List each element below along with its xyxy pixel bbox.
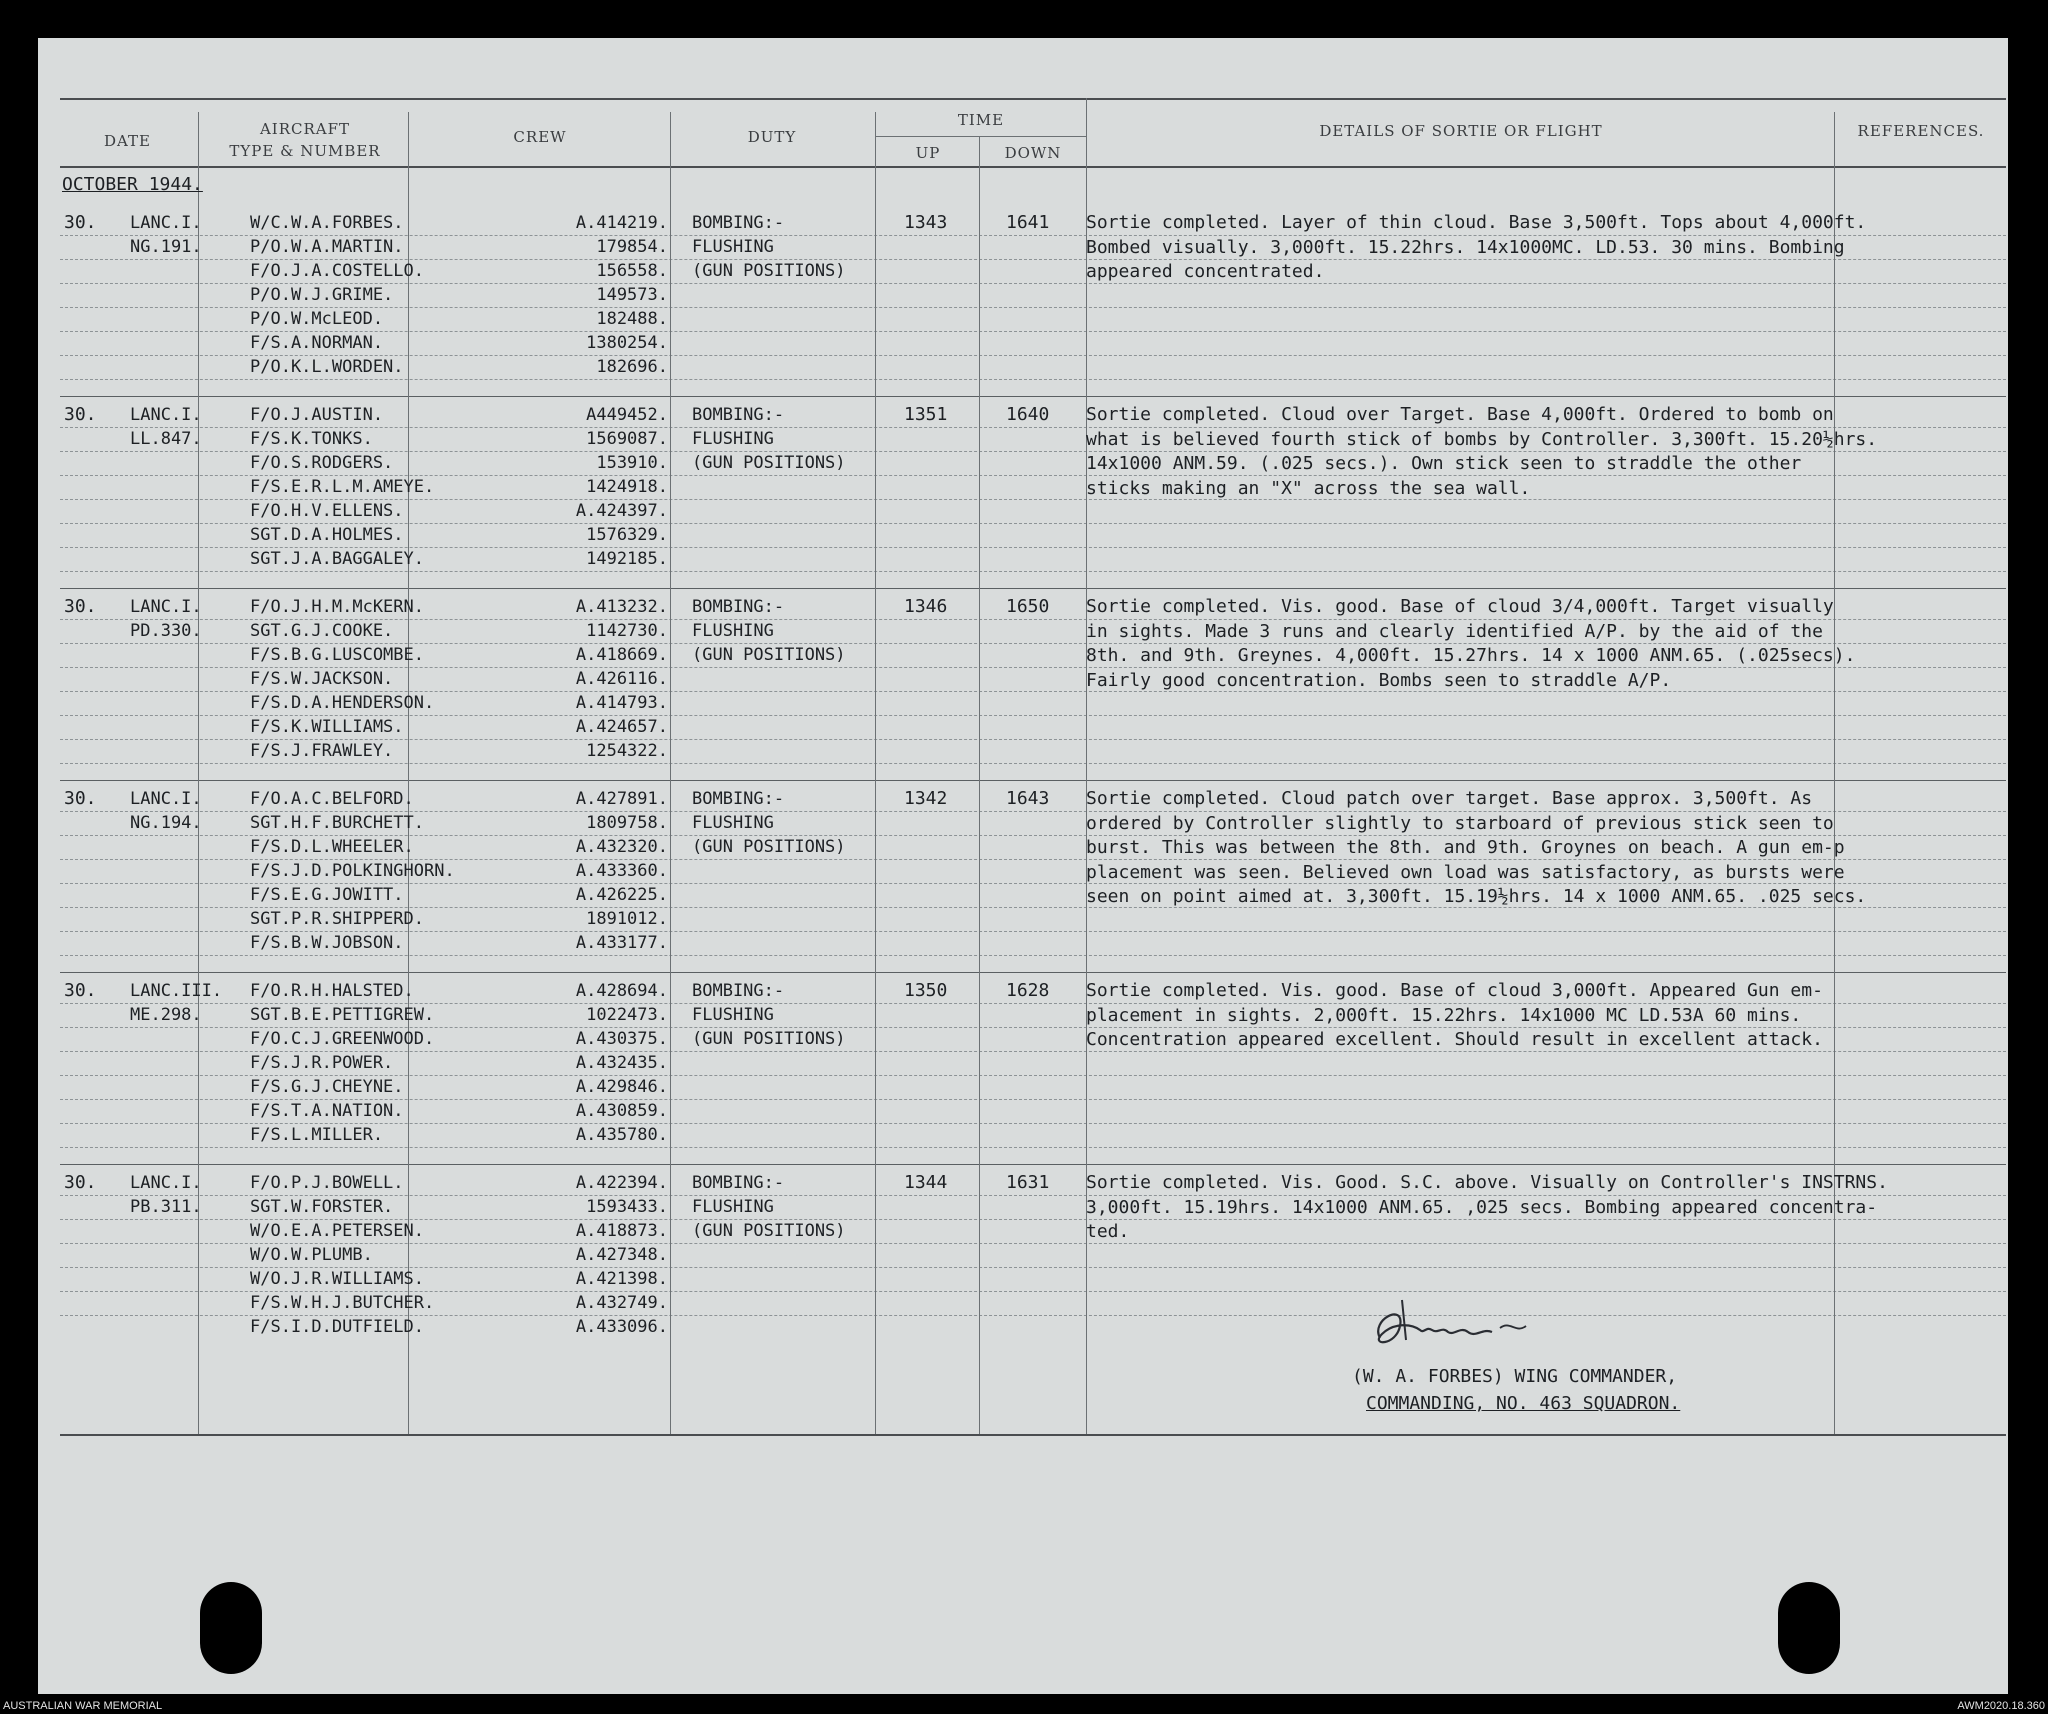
crew-service-number: A.426116.	[575, 669, 668, 689]
crew-service-number: 182488.	[596, 309, 668, 329]
details-line: Sortie completed. Cloud over Target. Base 4,000ft. Ordered to bomb on	[1086, 404, 1834, 425]
aircraft-type: LANC.I.	[130, 597, 202, 617]
details-line: Sortie completed. Vis. good. Base of cloud 3/4,000ft. Target visually	[1086, 596, 1834, 617]
crew-name: F/O.R.H.HALSTED.	[250, 981, 414, 1001]
duty-line: FLUSHING	[692, 621, 774, 641]
crew-service-number: A.429846.	[575, 1077, 668, 1097]
entry-rule	[60, 1164, 2006, 1165]
crew-service-number: A.413232.	[575, 597, 668, 617]
column-line	[198, 112, 199, 1434]
duty-line: FLUSHING	[692, 1005, 774, 1025]
crew-name: F/S.A.NORMAN.	[250, 333, 384, 353]
header-duty: DUTY	[747, 128, 797, 146]
aircraft-type: LANC.I.	[130, 1173, 202, 1193]
crew-name: F/S.G.J.CHEYNE.	[250, 1077, 404, 1097]
crew-name: P/O.W.A.MARTIN.	[250, 237, 404, 257]
crew-service-number: A.433177.	[575, 933, 668, 953]
time-up: 1344	[904, 1172, 948, 1193]
header-references: REFERENCES.	[1857, 122, 1985, 140]
header-time: TIME	[957, 111, 1005, 129]
crew-name: F/S.I.D.DUTFIELD.	[250, 1317, 424, 1337]
crew-name: SGT.B.E.PETTIGREW.	[250, 1005, 435, 1025]
crew-service-number: 182696.	[596, 357, 668, 377]
duty-line: (GUN POSITIONS)	[692, 1029, 846, 1049]
crew-service-number: 1809758.	[586, 813, 668, 833]
details-line: in sights. Made 3 runs and clearly identified A/P. by the aid of the	[1086, 620, 1823, 642]
duty-line: (GUN POSITIONS)	[692, 261, 846, 281]
crew-name: F/S.W.H.J.BUTCHER.	[250, 1293, 435, 1313]
crew-service-number: A.427348.	[575, 1245, 668, 1265]
entry-date: 30.	[64, 212, 97, 233]
crew-service-number: 1576329.	[586, 525, 668, 545]
time-down: 1628	[1006, 980, 1050, 1001]
duty-line: FLUSHING	[692, 1197, 774, 1217]
crew-service-number: 1492185.	[586, 549, 668, 569]
crew-name: P/O.K.L.WORDEN.	[250, 357, 404, 377]
crew-service-number: 153910.	[596, 453, 668, 473]
crew-service-number: A449452.	[586, 405, 668, 425]
crew-name: F/O.J.A.COSTELLO.	[250, 261, 424, 281]
row-rule	[60, 379, 2006, 380]
details-line: what is believed fourth stick of bombs by Controller. 3,300ft. 15.20½hrs.	[1086, 428, 1878, 450]
aircraft-number: NG.191.	[130, 237, 202, 257]
entry-date: 30.	[64, 1172, 97, 1193]
duty-line: FLUSHING	[692, 813, 774, 833]
punch-hole-left	[200, 1582, 262, 1674]
duty-line: (GUN POSITIONS)	[692, 837, 846, 857]
crew-name: F/S.J.R.POWER.	[250, 1053, 394, 1073]
details-line: Fairly good concentration. Bombs seen to straddle A/P.	[1086, 669, 1672, 691]
crew-service-number: 1424918.	[586, 477, 668, 497]
crew-service-number: A.424397.	[575, 501, 668, 521]
row-rule	[60, 955, 2006, 956]
top-rule	[60, 98, 2006, 100]
crew-service-number: A.422394.	[575, 1173, 668, 1193]
header-up: UP	[915, 144, 941, 162]
crew-name: W/O.J.R.WILLIAMS.	[250, 1269, 424, 1289]
duty-line: FLUSHING	[692, 429, 774, 449]
aircraft-number: PB.311.	[130, 1197, 202, 1217]
punch-hole-right	[1778, 1582, 1840, 1674]
crew-service-number: A.432749.	[575, 1293, 668, 1313]
duty-line: BOMBING:-	[692, 1173, 785, 1193]
details-line: placement in sights. 2,000ft. 15.22hrs. 14x1000 MC LD.53A 60 mins.	[1086, 1004, 1802, 1026]
crew-service-number: A.421398.	[575, 1269, 668, 1289]
aircraft-type: LANC.I.	[130, 405, 202, 425]
crew-service-number: A.414793.	[575, 693, 668, 713]
crew-name: F/O.P.J.BOWELL.	[250, 1173, 404, 1193]
duty-line: (GUN POSITIONS)	[692, 645, 846, 665]
time-up: 1346	[904, 596, 948, 617]
time-down: 1643	[1006, 788, 1050, 809]
duty-line: BOMBING:-	[692, 789, 785, 809]
crew-name: W/C.W.A.FORBES.	[250, 213, 404, 233]
details-line: seen on point aimed at. 3,300ft. 15.19½hrs. 14 x 1000 ANM.65. .025 secs.	[1086, 886, 1867, 907]
crew-service-number: A.435780.	[575, 1125, 668, 1145]
crew-name: F/S.T.A.NATION.	[250, 1101, 404, 1121]
entry-rule	[60, 780, 2006, 781]
header-aircraft: AIRCRAFT	[259, 120, 351, 138]
time-up: 1351	[904, 404, 948, 425]
signature-title-line: COMMANDING, NO. 463 SQUADRON.	[1366, 1393, 1681, 1414]
crew-name: F/O.C.J.GREENWOOD.	[250, 1029, 435, 1049]
sortie-details	[1086, 403, 2006, 501]
crew-name: SGT.D.A.HOLMES.	[250, 525, 404, 545]
details-line: Sortie completed. Vis. Good. S.C. above. Visually on Controller's INSTRNS.	[1086, 1172, 1888, 1193]
time-up: 1343	[904, 212, 948, 233]
duty-line: BOMBING:-	[692, 981, 785, 1001]
aircraft-type: LANC.I.	[130, 789, 202, 809]
details-line: 3,000ft. 15.19hrs. 14x1000 ANM.65. ,025 secs. Bombing appeared concentra-	[1086, 1196, 1878, 1218]
details-line: ordered by Controller slightly to starboard of previous stick seen to	[1086, 812, 1834, 834]
signature	[1360, 1290, 1590, 1370]
duty-line: BOMBING:-	[692, 597, 785, 617]
time-down: 1650	[1006, 596, 1050, 617]
crew-service-number: A.430859.	[575, 1101, 668, 1121]
crew-name: F/S.B.W.JOBSON.	[250, 933, 404, 953]
header-bottom-rule	[60, 166, 2006, 168]
crew-name: F/S.B.G.LUSCOMBE.	[250, 645, 424, 665]
details-line: Sortie completed. Vis. good. Base of cloud 3,000ft. Appeared Gun em-	[1086, 980, 1823, 1001]
crew-service-number: 149573.	[596, 285, 668, 305]
header-date: DATE	[104, 132, 151, 150]
sortie-details	[1086, 979, 2006, 1053]
crew-name: F/S.K.TONKS.	[250, 429, 373, 449]
details-line: Sortie completed. Cloud patch over target. Base approx. 3,500ft. As	[1086, 788, 1813, 809]
crew-service-number: 1022473.	[586, 1005, 668, 1025]
time-down: 1641	[1006, 212, 1050, 233]
crew-service-number: A.430375.	[575, 1029, 668, 1049]
details-line: 14x1000 ANM.59. (.025 secs.). Own stick seen to straddle the other	[1086, 453, 1802, 474]
column-line	[875, 112, 876, 1434]
entry-date: 30.	[64, 788, 97, 809]
aircraft-number: NG.194.	[130, 813, 202, 833]
aircraft-number: PD.330.	[130, 621, 202, 641]
crew-name: F/S.J.D.POLKINGHORN.	[250, 861, 455, 881]
details-line: appeared concentrated.	[1086, 261, 1325, 282]
crew-service-number: A.432435.	[575, 1053, 668, 1073]
entry-date: 30.	[64, 404, 97, 425]
footer-credit: AUSTRALIAN WAR MEMORIAL	[3, 1700, 163, 1712]
entry-rule	[60, 972, 2006, 973]
crew-service-number: A.433360.	[575, 861, 668, 881]
sortie-details	[1086, 1171, 2006, 1245]
row-rule	[60, 571, 2006, 572]
time-subheader-rule	[876, 136, 1086, 137]
crew-name: F/O.J.AUSTIN.	[250, 405, 384, 425]
crew-service-number: A.427891.	[575, 789, 668, 809]
crew-name: P/O.W.J.GRIME.	[250, 285, 394, 305]
crew-name: F/S.L.MILLER.	[250, 1125, 384, 1145]
duty-line: BOMBING:-	[692, 213, 785, 233]
crew-name: SGT.P.R.SHIPPERD.	[250, 909, 424, 929]
crew-service-number: 1569087.	[586, 429, 668, 449]
details-line: Sortie completed. Layer of thin cloud. Base 3,500ft. Tops about 4,000ft.	[1086, 212, 1867, 233]
details-line: Bombed visually. 3,000ft. 15.22hrs. 14x1000MC. LD.53. 30 mins. Bombing	[1086, 236, 1845, 258]
row-rule	[60, 1147, 2006, 1148]
crew-name: SGT.G.J.COOKE.	[250, 621, 394, 641]
crew-name: SGT.W.FORSTER.	[250, 1197, 394, 1217]
header-crew: CREW	[513, 128, 567, 146]
crew-name: F/S.D.A.HENDERSON.	[250, 693, 435, 713]
time-down: 1631	[1006, 1172, 1050, 1193]
time-up: 1342	[904, 788, 948, 809]
header-down: DOWN	[1004, 144, 1062, 162]
row-rule	[60, 763, 2006, 764]
column-line	[979, 136, 980, 1434]
time-down: 1640	[1006, 404, 1050, 425]
sortie-details	[1086, 211, 2006, 285]
entry-rule	[60, 396, 2006, 397]
crew-service-number: A.432320.	[575, 837, 668, 857]
duty-line: (GUN POSITIONS)	[692, 1221, 846, 1241]
crew-service-number: A.433096.	[575, 1317, 668, 1337]
bottom-rule	[60, 1434, 2006, 1436]
month-heading: OCTOBER 1944.	[62, 174, 203, 195]
crew-service-number: A.414219.	[575, 213, 668, 233]
crew-name: F/S.D.L.WHEELER.	[250, 837, 414, 857]
aircraft-number: LL.847.	[130, 429, 202, 449]
details-line: ted.	[1086, 1221, 1130, 1242]
details-line: sticks making an "X" across the sea wall.	[1086, 477, 1531, 499]
crew-name: F/S.W.JACKSON.	[250, 669, 394, 689]
crew-name: F/S.E.G.JOWITT.	[250, 885, 404, 905]
aircraft-type: LANC.III.	[130, 981, 223, 1001]
footer-reference: AWM2020.18.360	[1957, 1700, 2045, 1712]
crew-name: F/O.S.RODGERS.	[250, 453, 394, 473]
crew-service-number: A.428694.	[575, 981, 668, 1001]
header-type-number: TYPE & NUMBER	[229, 142, 381, 160]
crew-name: F/S.E.R.L.M.AMEYE.	[250, 477, 435, 497]
entry-date: 30.	[64, 980, 97, 1001]
aircraft-type: LANC.I.	[130, 213, 202, 233]
crew-service-number: 1380254.	[586, 333, 668, 353]
details-line: placement was seen. Believed own load was satisfactory, as bursts were	[1086, 861, 1845, 883]
crew-service-number: A.424657.	[575, 717, 668, 737]
details-line: burst. This was between the 8th. and 9th. Groynes on beach. A gun em-p	[1086, 837, 1845, 858]
crew-name: F/O.H.V.ELLENS.	[250, 501, 404, 521]
crew-service-number: 179854.	[596, 237, 668, 257]
crew-name: F/S.J.FRAWLEY.	[250, 741, 394, 761]
crew-name: W/O.E.A.PETERSEN.	[250, 1221, 424, 1241]
crew-name: F/O.J.H.M.McKERN.	[250, 597, 424, 617]
entry-rule	[60, 588, 2006, 589]
duty-line: BOMBING:-	[692, 405, 785, 425]
duty-line: FLUSHING	[692, 237, 774, 257]
duty-line: (GUN POSITIONS)	[692, 453, 846, 473]
details-line: 8th. and 9th. Greynes. 4,000ft. 15.27hrs. 14 x 1000 ANM.65. (.025secs).	[1086, 645, 1856, 666]
crew-name: SGT.H.F.BURCHETT.	[250, 813, 424, 833]
crew-name: SGT.J.A.BAGGALEY.	[250, 549, 424, 569]
crew-service-number: A.426225.	[575, 885, 668, 905]
crew-name: F/S.K.WILLIAMS.	[250, 717, 404, 737]
sortie-details	[1086, 595, 2006, 693]
aircraft-number: ME.298.	[130, 1005, 202, 1025]
header-details: DETAILS OF SORTIE OR FLIGHT	[1319, 122, 1603, 140]
crew-name: W/O.W.PLUMB.	[250, 1245, 373, 1265]
crew-service-number: A.418873.	[575, 1221, 668, 1241]
column-line	[670, 112, 671, 1434]
details-line: Concentration appeared excellent. Should result in excellent attack.	[1086, 1029, 1823, 1050]
crew-name: P/O.W.McLEOD.	[250, 309, 384, 329]
signature-name-line: (W. A. FORBES) WING COMMANDER,	[1352, 1366, 1678, 1387]
crew-service-number: 156558.	[596, 261, 668, 281]
crew-service-number: 1254322.	[586, 741, 668, 761]
entry-date: 30.	[64, 596, 97, 617]
crew-service-number: A.418669.	[575, 645, 668, 665]
time-up: 1350	[904, 980, 948, 1001]
crew-service-number: 1593433.	[586, 1197, 668, 1217]
crew-service-number: 1142730.	[586, 621, 668, 641]
sortie-details	[1086, 787, 2006, 910]
crew-name: F/O.A.C.BELFORD.	[250, 789, 414, 809]
crew-service-number: 1891012.	[586, 909, 668, 929]
